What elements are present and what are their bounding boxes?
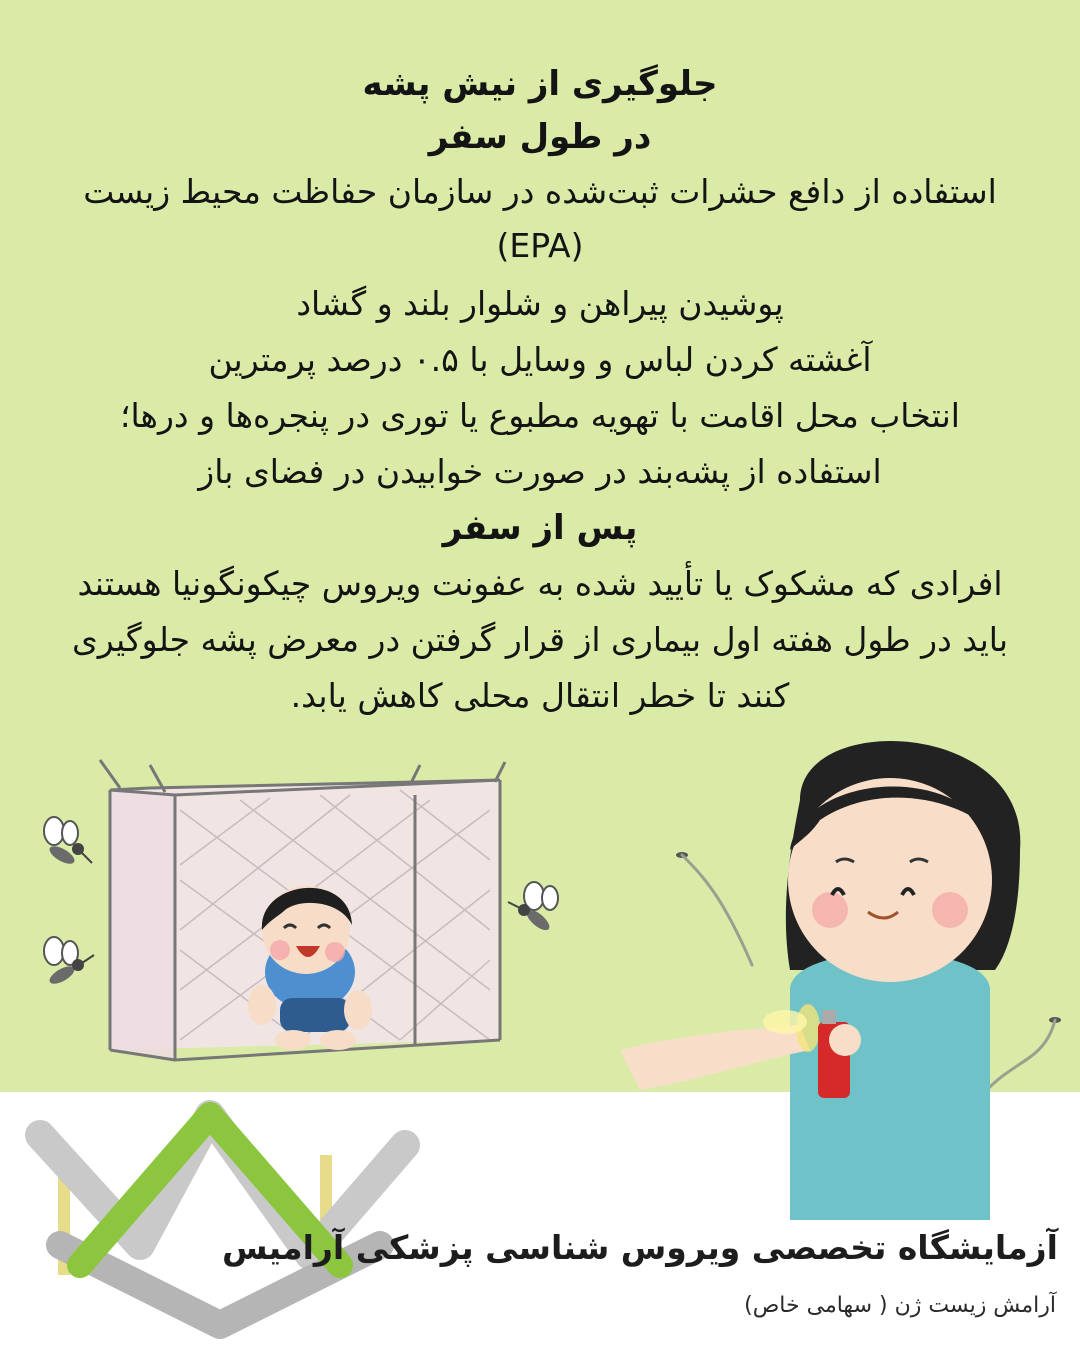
after-line: کنند تا خطر انتقال محلی کاهش یابد. xyxy=(290,676,790,715)
after-line: افرادی که مشکوک یا تأیید شده به عفونت ویروس چیکونگونیا هستند xyxy=(77,564,1003,603)
subtitle-after-travel: پس از سفر xyxy=(442,508,638,548)
mosquito-icon xyxy=(676,852,752,965)
after-line: باید در طول هفته اول بیماری از قرار گرفتن در معرض پشه جلوگیری xyxy=(71,620,1009,659)
mosquito-icon xyxy=(44,817,92,867)
company-name: آزمایشگاه تخصصی ویروس شناسی پزشکی آرامیس xyxy=(222,1228,1058,1267)
tip-line: استفاده از دافع حشرات ثبت‌شده در سازمان حفاظت محیط زیست xyxy=(83,172,997,211)
subtitle-during-travel: در طول سفر xyxy=(428,117,652,157)
tip-line: انتخاب محل اقامت با تهویه مطبوع یا توری در پنجره‌ها و درها؛ xyxy=(120,396,960,435)
title: جلوگیری از نیش پشه xyxy=(362,64,718,104)
mosquito-icon xyxy=(508,882,558,934)
tip-line: آغشته کردن لباس و وسایل با ۰.۵ درصد پرمترین xyxy=(208,340,872,379)
tip-line: پوشیدن پیراهن و شلوار بلند و گشاد xyxy=(296,284,784,323)
mosquito-icon xyxy=(987,1017,1061,1090)
company-logo xyxy=(20,1095,440,1340)
tip-line: (EPA) xyxy=(496,226,584,265)
main-text xyxy=(0,58,1080,724)
company-subtitle: آرامش زیست ژن ( سهامی خاص) xyxy=(744,1293,1056,1318)
mosquito-icon xyxy=(44,937,94,987)
tip-line: استفاده از پشه‌بند در صورت خوابیدن در فضای باز xyxy=(198,452,882,491)
woman-spraying-illustration xyxy=(620,741,1020,1220)
